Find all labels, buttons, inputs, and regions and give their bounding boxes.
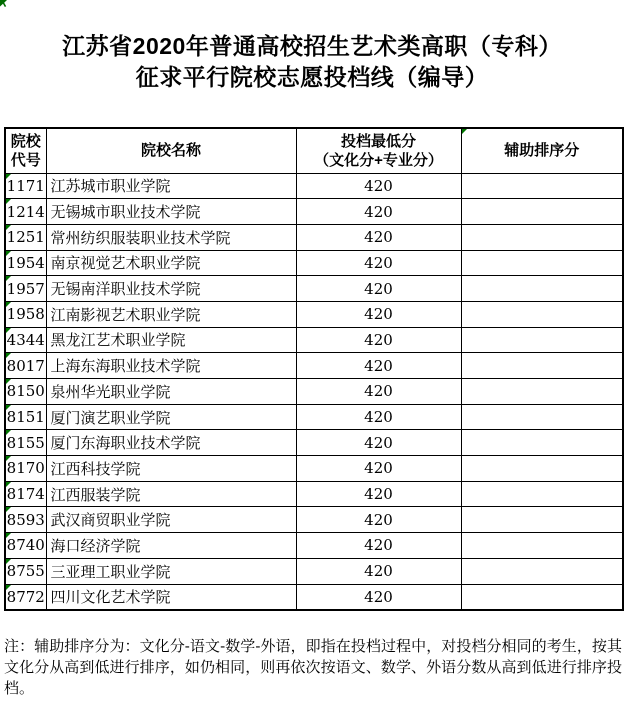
college-code: 8150 (6, 382, 45, 401)
college-code: 8017 (6, 356, 45, 375)
cell-flag-triangle-icon (6, 456, 11, 461)
college-name-cell: 武汉商贸职业学院 (46, 507, 296, 533)
table-row (5, 507, 623, 533)
college-code-cell (5, 379, 46, 405)
table-row (5, 430, 623, 456)
cell-flag-triangle-icon (6, 559, 11, 564)
min-score-cell: 420 (296, 430, 461, 456)
cell-flag-triangle-icon (6, 251, 11, 256)
aux-sort-cell (461, 250, 623, 276)
table-row (5, 199, 623, 225)
header-min-score-line1: 投档最低分 (340, 132, 416, 150)
college-name-cell: 厦门东海职业技术学院 (46, 430, 296, 456)
college-code-cell (5, 404, 46, 430)
table-row (5, 404, 623, 430)
title-line-2: 征求平行院校志愿投档线（编导） (135, 64, 489, 90)
table-row (5, 379, 623, 405)
college-code: 8174 (6, 485, 45, 504)
min-score-cell: 420 (296, 558, 461, 584)
college-name-cell: 厦门演艺职业学院 (46, 404, 296, 430)
title-line-1: 江苏省2020年普通高校招生艺术类高职（专科） (62, 33, 562, 59)
table-row (5, 301, 623, 327)
aux-sort-cell (461, 558, 623, 584)
aux-sort-cell (461, 507, 623, 533)
college-name-cell: 江西科技学院 (46, 456, 296, 482)
cell-flag-triangle-icon (6, 302, 11, 307)
cell-flag-triangle-icon (6, 174, 11, 179)
min-score-cell: 420 (296, 456, 461, 482)
college-code: 8755 (6, 562, 45, 581)
college-code-cell (5, 199, 46, 225)
cell-flag-triangle-icon (6, 353, 11, 358)
aux-sort-cell (461, 276, 623, 302)
min-score-cell: 420 (296, 481, 461, 507)
header-aux-sort (461, 128, 623, 173)
college-code-cell (5, 250, 46, 276)
min-score-cell: 420 (296, 276, 461, 302)
college-name-cell: 南京视觉艺术职业学院 (46, 250, 296, 276)
min-score-cell: 420 (296, 173, 461, 199)
college-name-cell: 江南影视艺术职业学院 (46, 301, 296, 327)
table-row (5, 584, 623, 610)
college-code-cell (5, 173, 46, 199)
college-name-cell: 无锡南洋职业技术学院 (46, 276, 296, 302)
table-header-row (5, 128, 623, 173)
header-aux-sort-label: 辅助排序分 (504, 142, 580, 160)
cell-flag-triangle-icon (6, 199, 11, 204)
college-code: 8151 (6, 408, 45, 427)
aux-sort-cell (461, 224, 623, 250)
header-min-score (296, 128, 461, 173)
min-score-cell: 420 (296, 250, 461, 276)
college-code: 8772 (6, 587, 45, 606)
min-score-cell: 420 (296, 507, 461, 533)
table-row (5, 353, 623, 379)
cell-flag-triangle-icon (6, 430, 11, 435)
aux-sort-cell (461, 301, 623, 327)
min-score-cell: 420 (296, 327, 461, 353)
aux-sort-cell (461, 327, 623, 353)
college-name-cell: 四川文化艺术学院 (46, 584, 296, 610)
min-score-cell: 420 (296, 404, 461, 430)
college-code: 4344 (6, 330, 45, 349)
table-row (5, 224, 623, 250)
college-code: 8170 (6, 459, 45, 478)
college-code-cell (5, 276, 46, 302)
college-name-cell: 海口经济学院 (46, 533, 296, 559)
college-code: 1251 (6, 228, 45, 247)
header-college-name: 院校名称 (46, 128, 296, 173)
cell-flag-triangle-icon (6, 533, 11, 538)
aux-sort-cell (461, 199, 623, 225)
aux-sort-cell (461, 404, 623, 430)
aux-sort-cell (461, 430, 623, 456)
cell-flag-triangle-icon (6, 225, 11, 230)
college-code-cell (5, 327, 46, 353)
aux-sort-cell (461, 533, 623, 559)
college-code: 1171 (6, 176, 45, 195)
table-row (5, 481, 623, 507)
college-name-cell: 江苏城市职业学院 (46, 173, 296, 199)
min-score-cell: 420 (296, 224, 461, 250)
header-min-score-line2: （文化分+专业分） (314, 151, 443, 169)
college-name-cell: 三亚理工职业学院 (46, 558, 296, 584)
table-row (5, 276, 623, 302)
college-code-cell (5, 301, 46, 327)
table-row (5, 327, 623, 353)
min-score-cell: 420 (296, 533, 461, 559)
college-code: 1954 (6, 253, 45, 272)
min-score-cell: 420 (296, 584, 461, 610)
cell-flag-triangle-icon (6, 328, 11, 333)
college-code-cell (5, 584, 46, 610)
cell-flag-triangle-icon (6, 379, 11, 384)
college-code-cell (5, 507, 46, 533)
min-score-cell: 420 (296, 379, 461, 405)
aux-sort-cell (461, 456, 623, 482)
college-code-cell (5, 533, 46, 559)
college-code-cell (5, 224, 46, 250)
aux-sort-cell (461, 173, 623, 199)
cell-flag-triangle-icon (6, 405, 11, 410)
min-score-cell: 420 (296, 353, 461, 379)
admission-score-table (4, 127, 624, 611)
aux-sort-cell (461, 584, 623, 610)
college-code: 8740 (6, 536, 45, 555)
cell-flag-triangle-icon (6, 482, 11, 487)
min-score-cell: 420 (296, 301, 461, 327)
college-code-cell (5, 430, 46, 456)
aux-sort-cell (461, 379, 623, 405)
table-row (5, 558, 623, 584)
college-name-cell: 黑龙江艺术职业学院 (46, 327, 296, 353)
cell-flag-triangle-icon (6, 507, 11, 512)
table-row (5, 456, 623, 482)
footnote: 注：辅助排序分为：文化分-语文-数学-外语，即指在投档过程中，对投档分相同的考生，按其文化分从高到低进行排序，如仍相同，则再依次按语文、数学、外语分数从高到低进行排序投档。 (4, 637, 622, 697)
college-name-cell: 无锡城市职业技术学院 (46, 199, 296, 225)
table-row (5, 250, 623, 276)
college-code-cell (5, 353, 46, 379)
college-name-cell: 常州纺织服装职业技术学院 (46, 224, 296, 250)
college-name-cell: 江西服装学院 (46, 481, 296, 507)
college-code-cell (5, 558, 46, 584)
college-code: 8155 (6, 433, 45, 452)
college-code: 1957 (6, 279, 45, 298)
college-code-cell (5, 456, 46, 482)
aux-sort-cell (461, 481, 623, 507)
college-name-cell: 上海东海职业技术学院 (46, 353, 296, 379)
aux-sort-cell (461, 353, 623, 379)
college-code-cell (5, 481, 46, 507)
table-row (5, 533, 623, 559)
college-code: 1214 (6, 202, 45, 221)
cell-flag-triangle-icon (6, 585, 11, 590)
green-corner-arrow-icon (0, 0, 10, 10)
cell-flag-triangle-icon (462, 129, 467, 134)
page-title (0, 31, 624, 93)
table-row (5, 173, 623, 199)
header-college-code: 院校代号 (5, 128, 46, 173)
cell-flag-triangle-icon (6, 276, 11, 281)
college-name-cell: 泉州华光职业学院 (46, 379, 296, 405)
college-code: 8593 (6, 510, 45, 529)
min-score-cell: 420 (296, 199, 461, 225)
college-code: 1958 (6, 305, 45, 324)
